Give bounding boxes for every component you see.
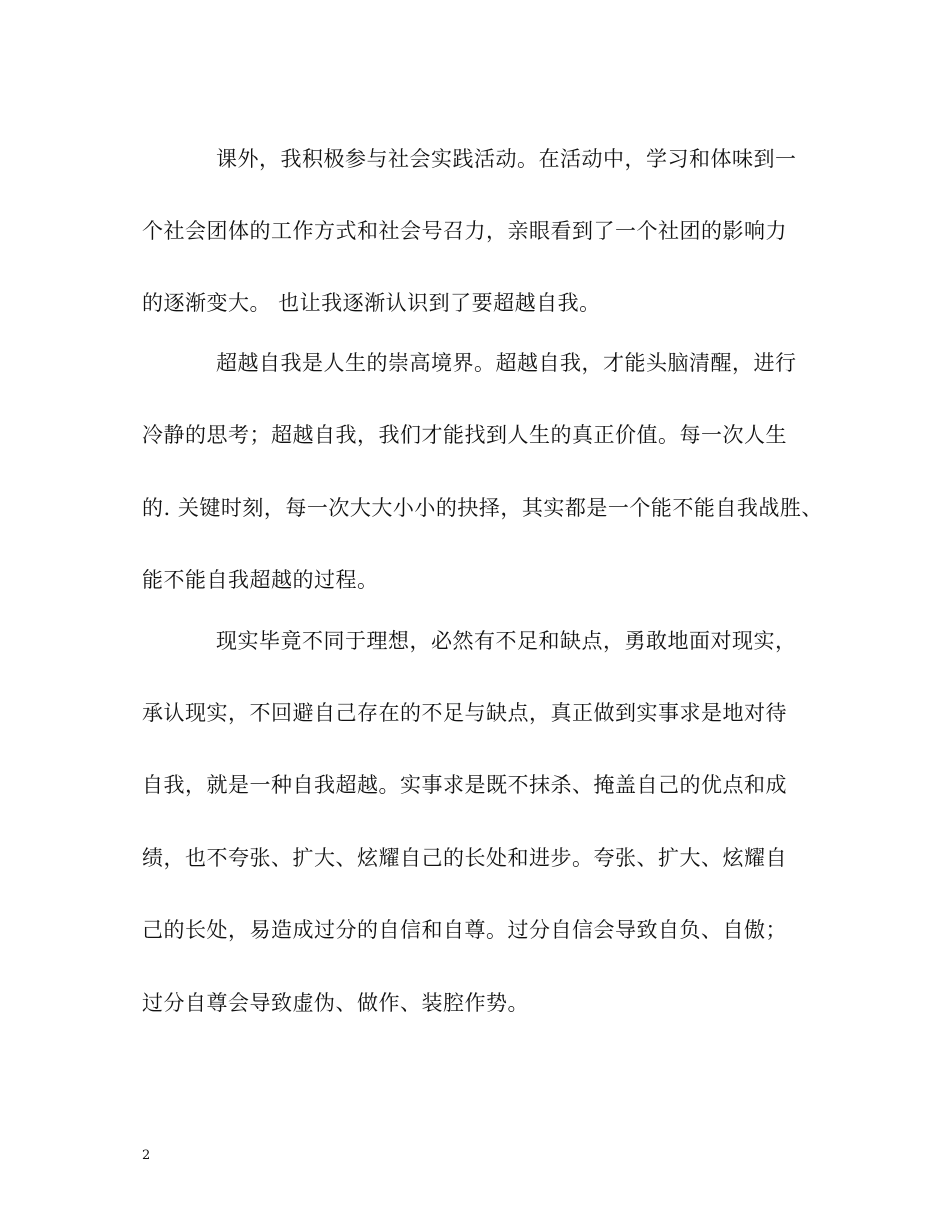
paragraph-line: 绩，也不夸张、扩大、炫耀自己的长处和进步。夸张、扩大、炫耀自 — [142, 846, 787, 870]
paragraph-line: 能不能自我超越的过程。 — [142, 568, 379, 592]
page-number: 2 — [142, 1148, 151, 1163]
paragraph-line: 过分自尊会导致虚伪、做作、装腔作势。 — [142, 991, 529, 1015]
paragraph-line: 自我，就是一种自我超越。实事求是既不抹杀、掩盖自己的优点和成 — [142, 773, 787, 797]
paragraph-line: 现实毕竟不同于理想，必然有不足和缺点，勇敢地面对现实， — [216, 629, 797, 653]
paragraph-line: 的. 关键时刻，每一次大大小小的抉择，其实都是一个能不能自我战胜、 — [142, 496, 823, 520]
paragraph-line: 承认现实，不回避自己存在的不足与缺点，真正做到实事求是地对待 — [142, 701, 787, 725]
paragraph-line: 超越自我是人生的崇高境界。超越自我，才能头脑清醒，进行 — [216, 351, 797, 375]
paragraph-line: 冷静的思考；超越自我，我们才能找到人生的真正价值。每一次人生 — [142, 423, 787, 447]
paragraph-line: 个社会团体的工作方式和社会号召力，亲眼看到了一个社团的影响力 — [142, 219, 787, 243]
paragraph-line: 的逐渐变大。 也让我逐渐认识到了要超越自我。 — [142, 291, 601, 315]
paragraph-line: 己的长处，易造成过分的自信和自尊。过分自信会导致自负、自傲； — [142, 918, 787, 942]
paragraph-line: 课外，我积极参与社会实践活动。在活动中，学习和体味到一 — [216, 147, 797, 171]
